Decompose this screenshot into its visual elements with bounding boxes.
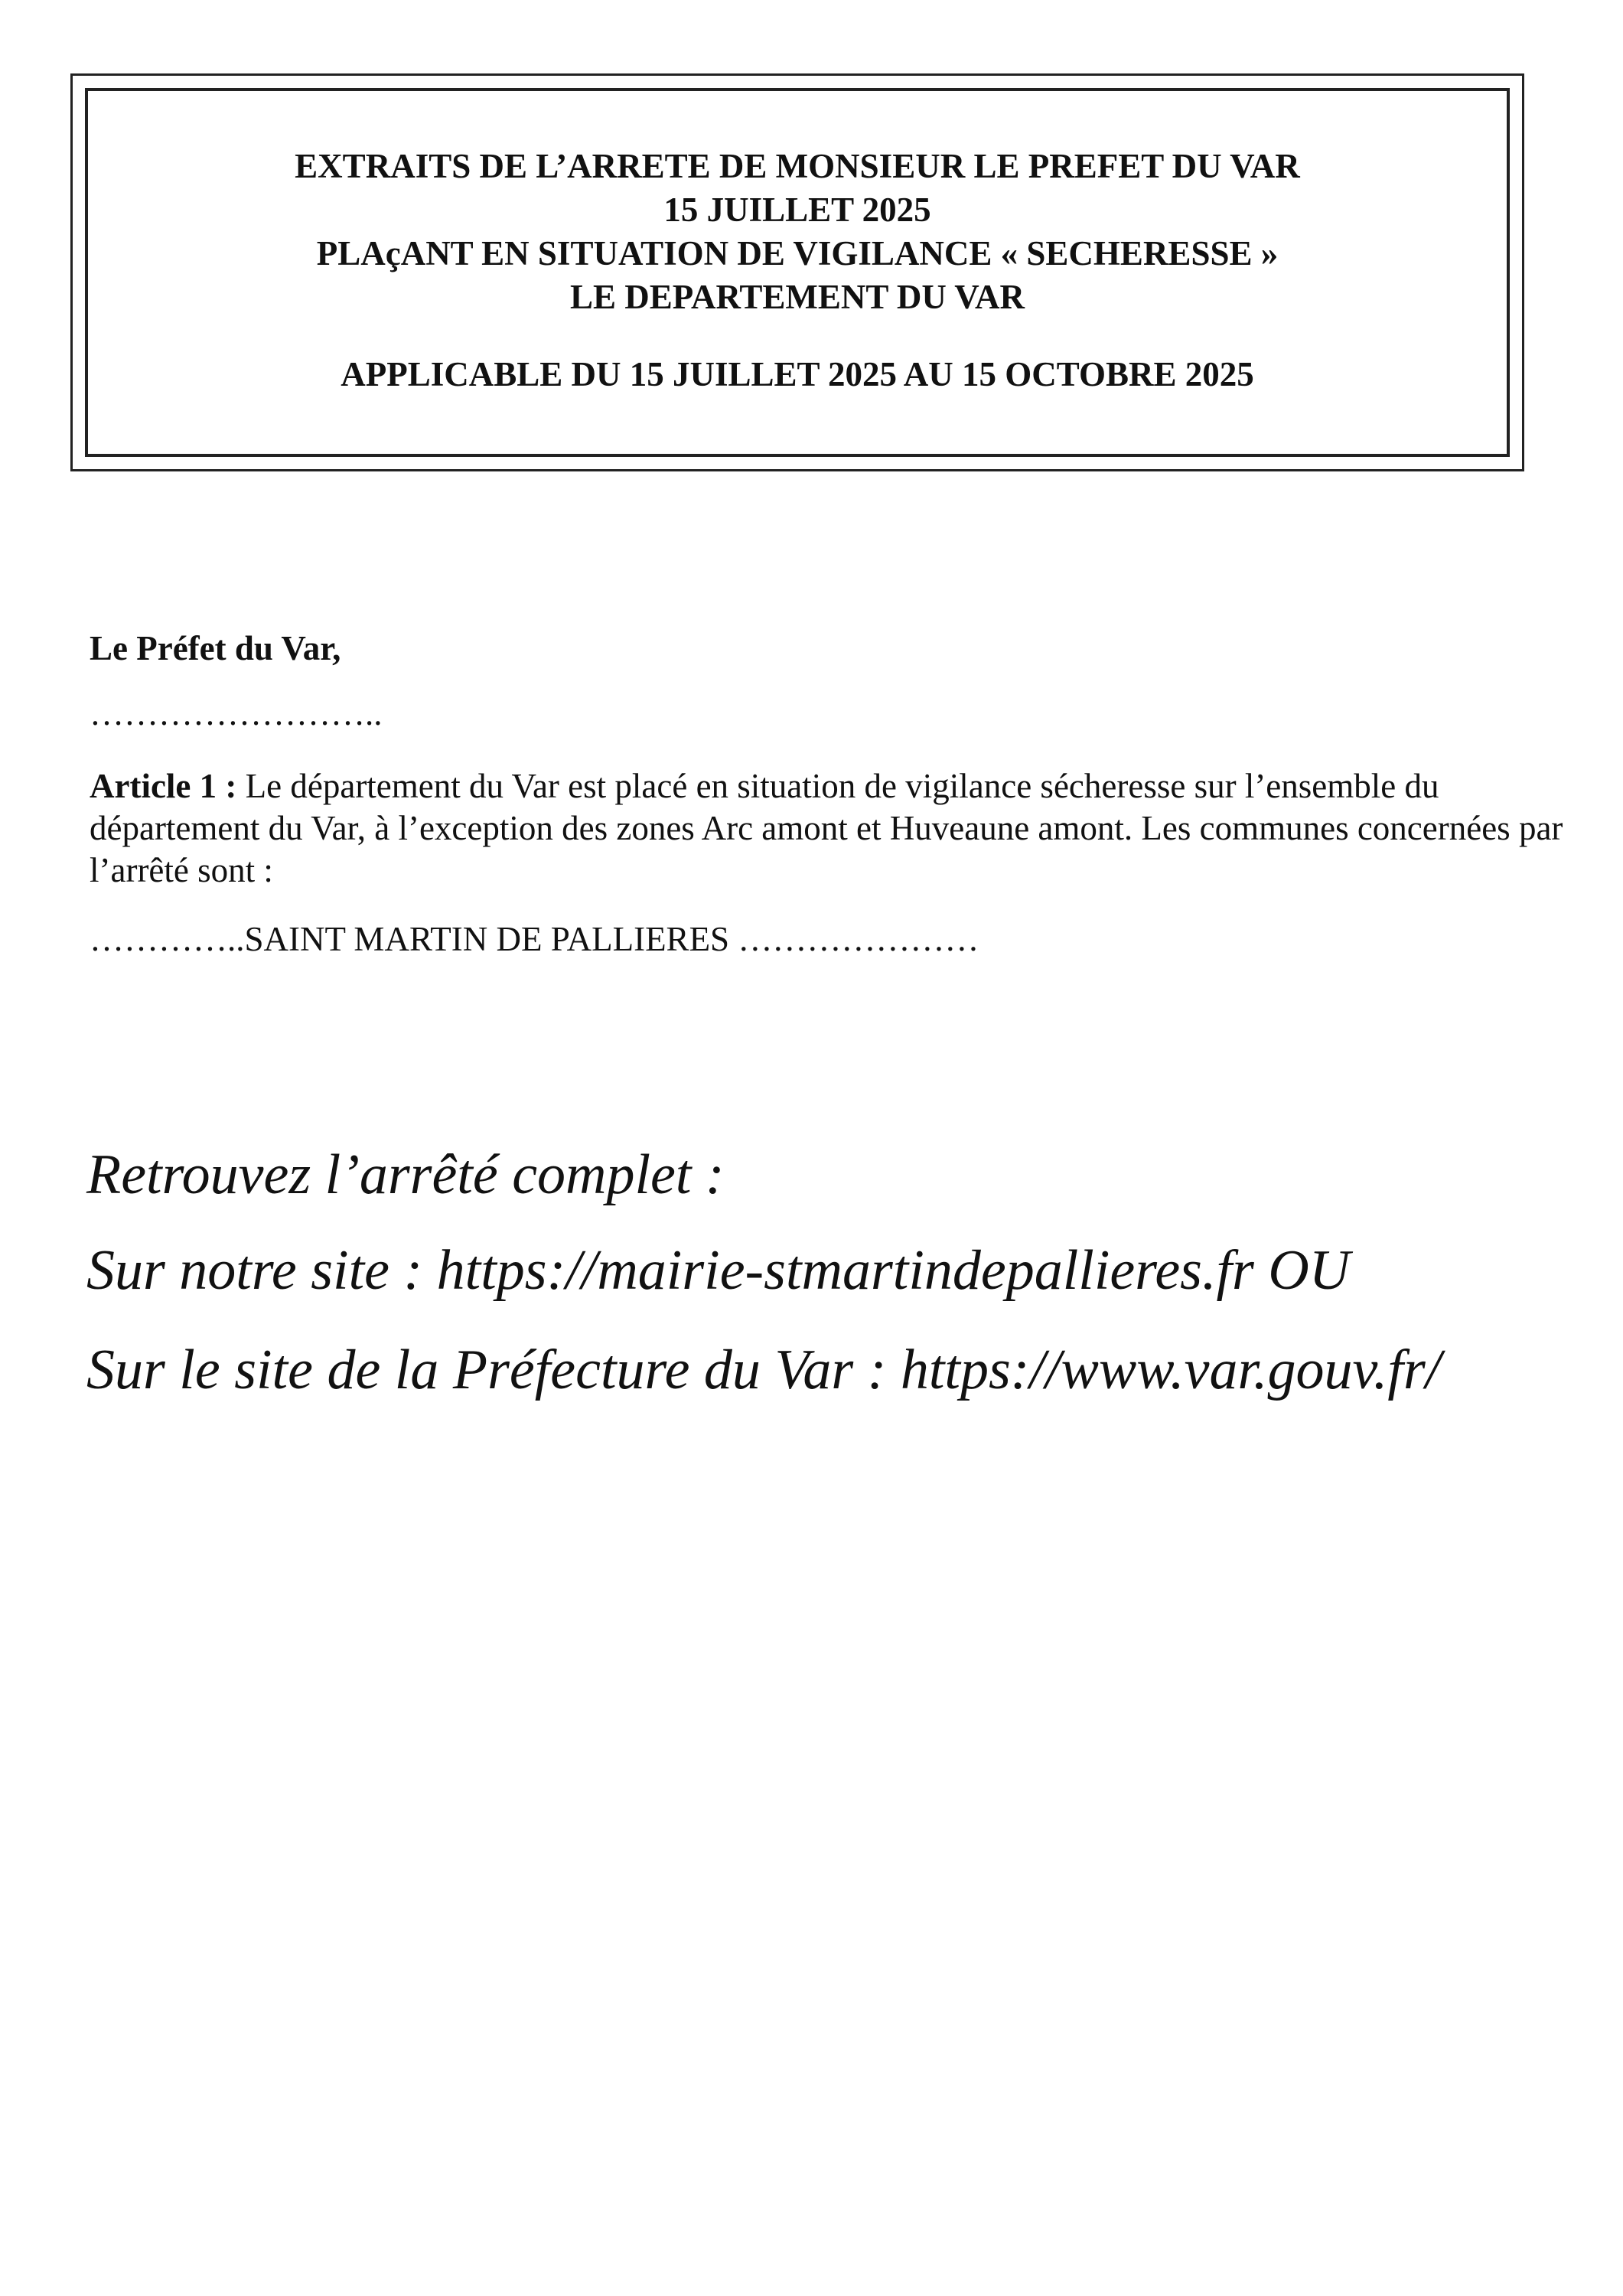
communes-line	[90, 918, 1566, 960]
communes-prefix: …………..	[90, 920, 245, 958]
header-line-2: 15 JUILLET 2025	[663, 191, 931, 229]
header-frame	[70, 73, 1524, 471]
footer-line-3: Sur le site de la Préfecture du Var : https://www.var.gouv.fr/	[86, 1339, 1442, 1401]
header-line-4: LE DEPARTEMENT DU VAR	[570, 278, 1025, 316]
header-applicable-period: APPLICABLE DU 15 JUILLET 2025 AU 15 OCTOBRE 2025	[341, 355, 1254, 393]
header-title-block	[85, 88, 1510, 457]
header-line-3: PLAçANT EN SITUATION DE VIGILANCE « SECHERESSE »	[316, 234, 1279, 272]
communes-suffix: …………………	[729, 920, 979, 958]
footer-line-1: Retrouvez l’arrêté complet :	[86, 1143, 725, 1206]
greeting: Le Préfet du Var,	[90, 629, 341, 667]
header-line-1: EXTRAITS DE L’ARRETE DE MONSIEUR LE PREFET DU VAR	[295, 147, 1300, 185]
footer-line-2: Sur notre site : https://mairie-stmartindepallieres.fr OU	[86, 1239, 1351, 1302]
article-text: Le département du Var est placé en situation de vigilance sécheresse sur l’ensemble du département du Var, à l’exception des zones Arc amont et Huveaune amont. Les communes concernées par l’arrêté sont :	[90, 767, 1563, 889]
commune-name: SAINT MARTIN DE PALLIERES	[244, 920, 730, 958]
ellipsis: ……………………..	[90, 694, 383, 732]
article-label: Article 1 :	[90, 767, 237, 805]
article-1	[90, 765, 1566, 892]
